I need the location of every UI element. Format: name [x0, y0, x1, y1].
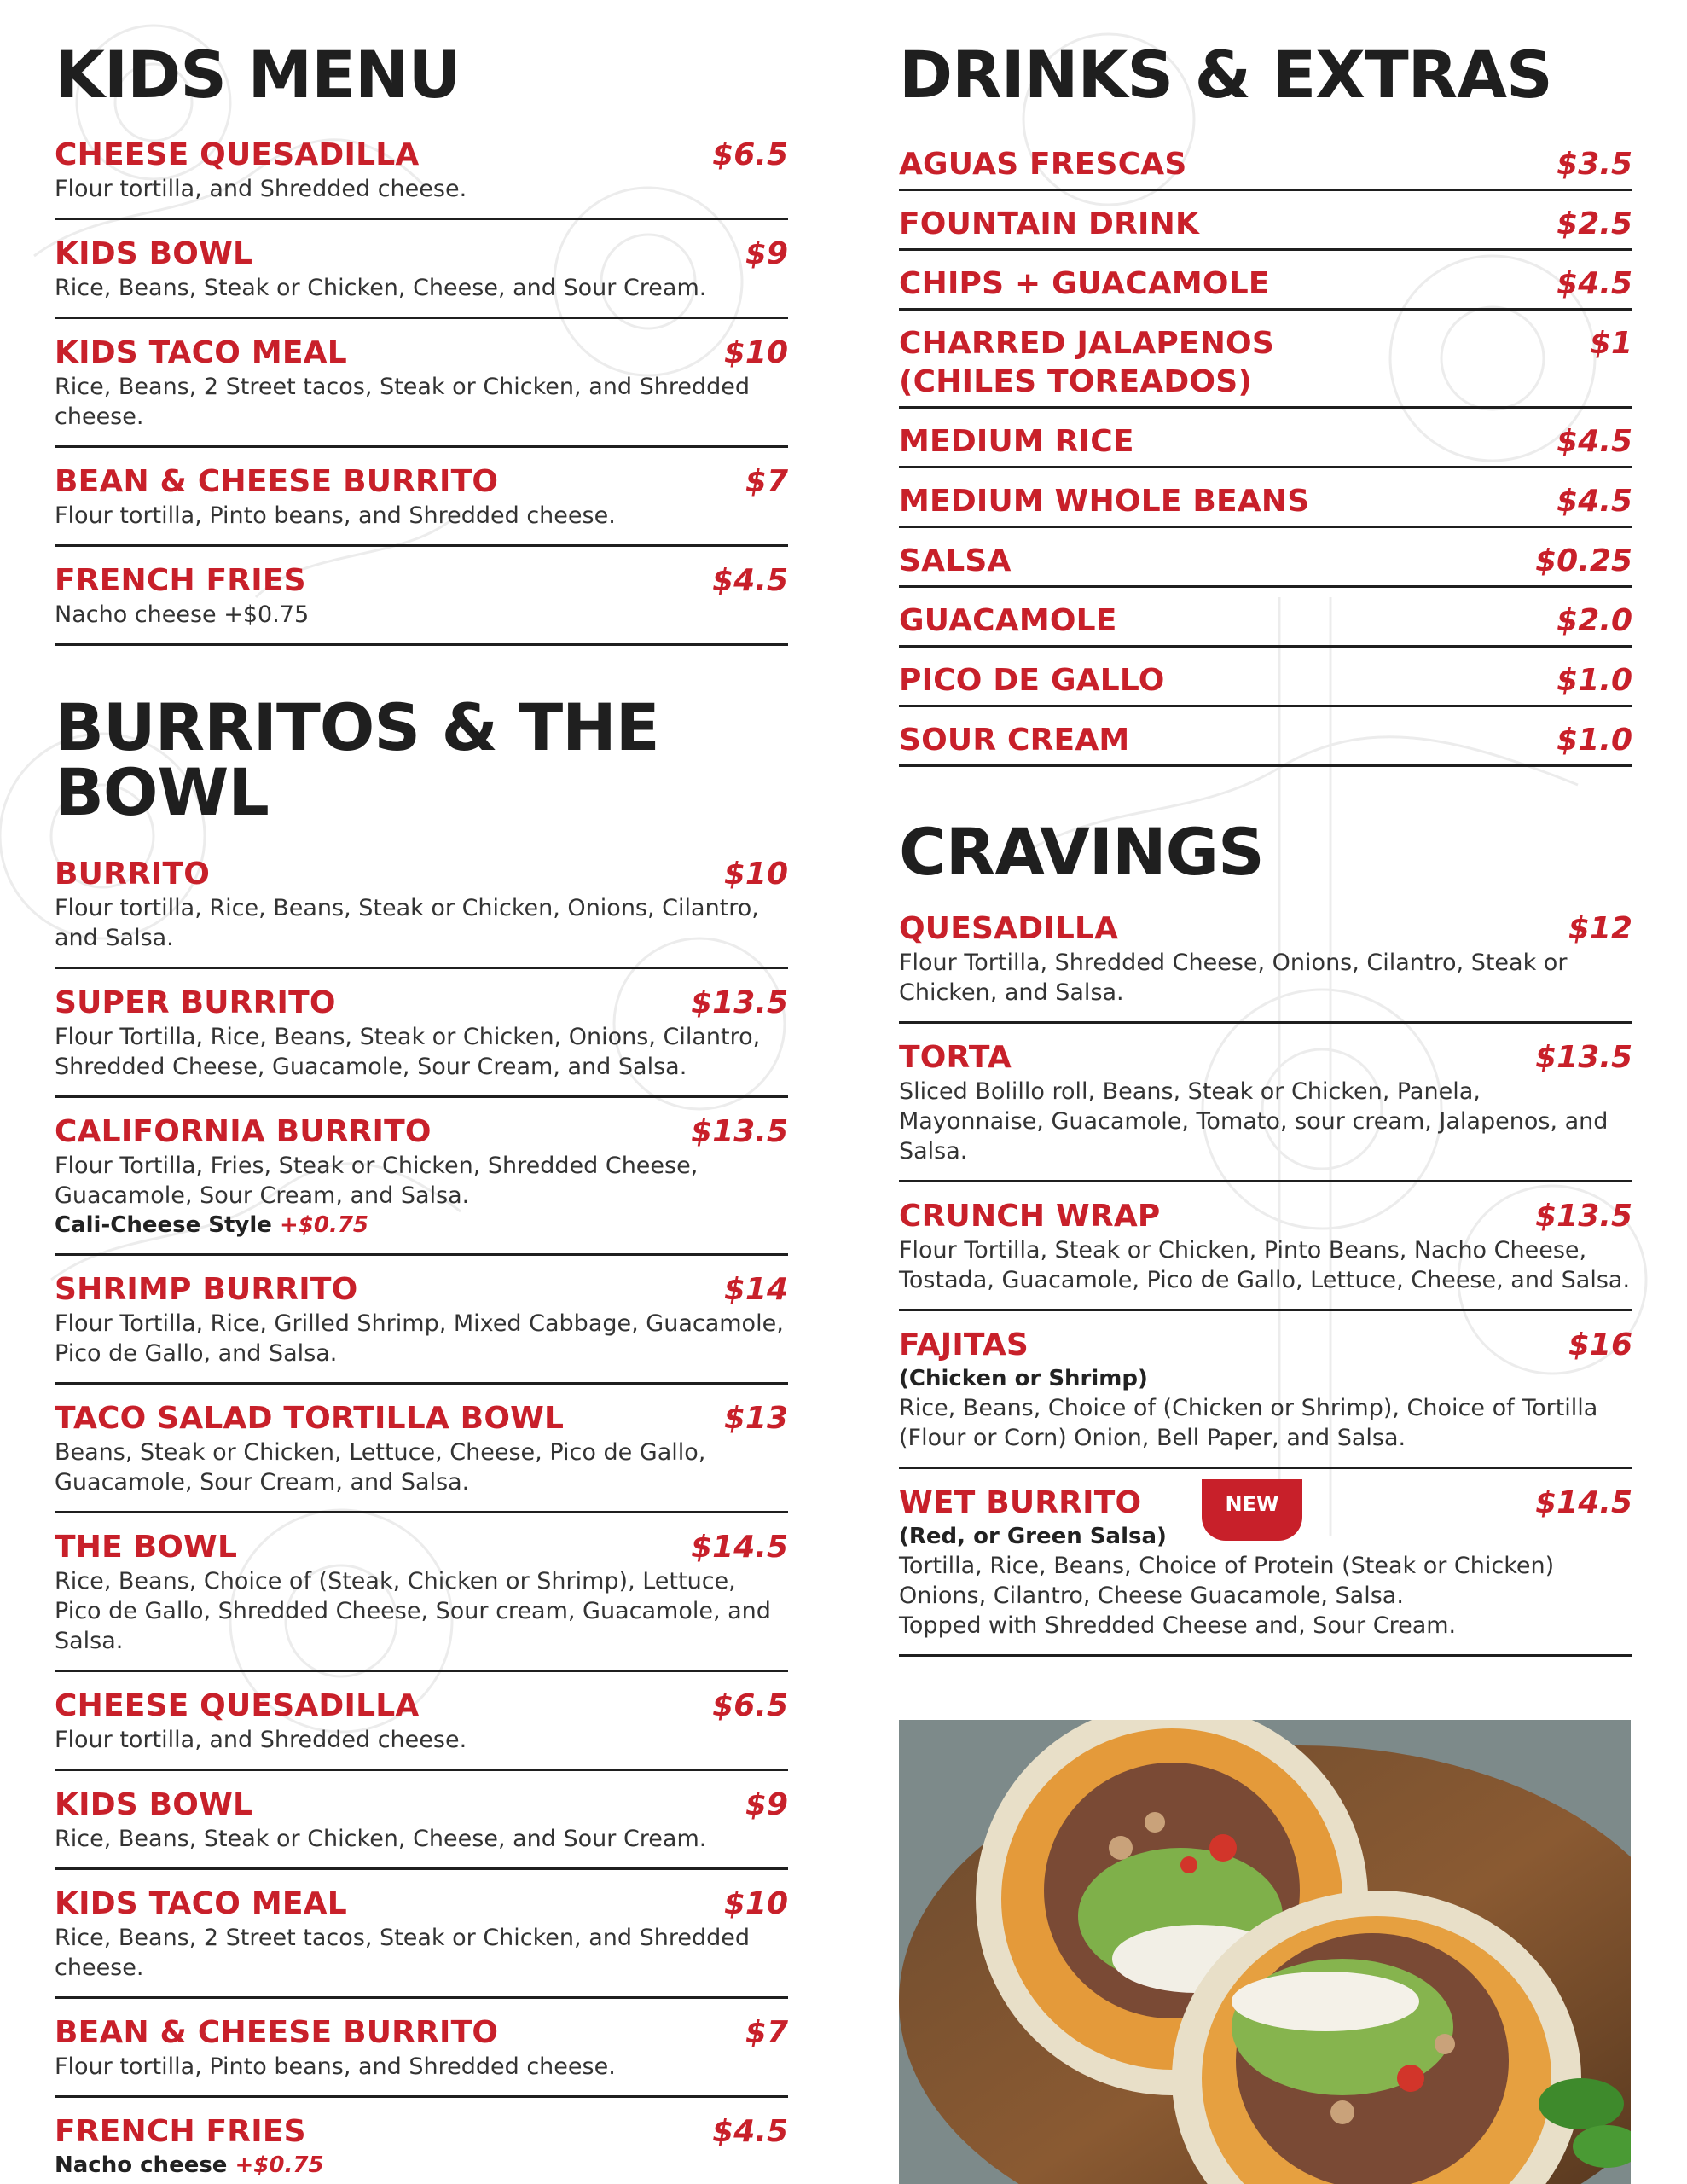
item-name: KIDS TACO MEAL — [55, 1886, 347, 1921]
item-price: $14.5 — [691, 1530, 788, 1565]
item-price: $9 — [745, 1787, 788, 1822]
item-price: $13.5 — [1535, 1040, 1632, 1075]
menu-item — [55, 1400, 788, 1513]
item-price: $1.0 — [1557, 723, 1632, 758]
menu-item — [55, 2014, 788, 2098]
item-description: Rice, Beans, 2 Street tacos, Steak or Chicken, and Shredded cheese. — [55, 374, 750, 430]
item-name: WET BURRITO — [899, 1485, 1142, 1520]
menu-item — [899, 1484, 1632, 1657]
item-upcharge — [55, 2151, 788, 2180]
item-description: Sliced Bolillo roll, Beans, Steak or Chicken, Panela, Mayonnaise, Guacamole, Tomato, sour cream, Jalapenos, and Salsa. — [899, 1078, 1609, 1165]
menu-item — [55, 136, 788, 220]
item-price: $1.0 — [1557, 663, 1632, 698]
item-name: CHIPS + GUACAMOLE — [899, 266, 1270, 301]
item-price: $16 — [1568, 1327, 1632, 1362]
item-name: QUESADILLA — [899, 911, 1119, 946]
item-description-line-2: Topped with Shredded Cheese and, Sour Cream. — [899, 1612, 1457, 1639]
item-description: Rice, Beans, Steak or Chicken, Cheese, and Sour Cream. — [55, 1826, 707, 1852]
item-description: Rice, Beans, Choice of (Chicken or Shrimp), Choice of Tortilla (Flour or Corn) Onion, Bell Paper, and Salsa. — [899, 1395, 1598, 1451]
item-name: SUPER BURRITO — [55, 985, 336, 1020]
item-price: $13.5 — [691, 1114, 788, 1149]
item-price: $4.5 — [1557, 484, 1632, 519]
menu-item — [55, 334, 788, 448]
upcharge-label: Cali-Cheese Style — [55, 1212, 272, 1238]
drinks-title: DRINKS & EXTRAS — [899, 37, 1552, 113]
item-price: $2.5 — [1557, 206, 1632, 241]
item-name: SOUR CREAM — [899, 723, 1130, 758]
upcharge-label: Nacho cheese — [55, 2152, 228, 2178]
item-description: Rice, Beans, Choice of (Steak, Chicken or Shrimp), Lettuce, Pico de Gallo, Shredded Cheese, Sour cream, Guacamole, and Salsa. — [55, 1568, 771, 1654]
item-name: AGUAS FRESCAS — [899, 147, 1187, 182]
item-price: $10 — [723, 335, 788, 370]
item-description: Flour Tortilla, Shredded Cheese, Onions, Cilantro, Steak or Chicken, and Salsa. — [899, 950, 1568, 1006]
item-price: $6.5 — [712, 1688, 788, 1723]
item-description: Rice, Beans, 2 Street tacos, Steak or Chicken, and Shredded cheese. — [55, 1925, 750, 1981]
item-name: KIDS BOWL — [55, 1787, 253, 1822]
menu-item — [899, 910, 1632, 1024]
menu-item — [55, 1786, 788, 1870]
item-description: Flour tortilla, Pinto beans, and Shredded cheese. — [55, 502, 616, 529]
item-price: $3.5 — [1557, 147, 1632, 182]
item-name: MEDIUM WHOLE BEANS — [899, 484, 1310, 519]
item-name: BEAN & CHEESE BURRITO — [55, 2015, 499, 2050]
item-price: $14 — [723, 1272, 788, 1307]
item-name: BEAN & CHEESE BURRITO — [55, 464, 499, 499]
menu-item — [899, 1327, 1632, 1469]
item-name: MEDIUM RICE — [899, 424, 1134, 459]
menu-item — [55, 1529, 788, 1672]
item-price: $13.5 — [691, 985, 788, 1020]
menu-item — [899, 717, 1632, 767]
item-name: TACO SALAD TORTILLA BOWL — [55, 1401, 565, 1436]
menu-item — [899, 321, 1632, 409]
item-name: SALSA — [899, 543, 1012, 578]
left-column — [55, 37, 788, 2184]
item-price: $0.25 — [1535, 543, 1632, 578]
item-description: Flour Tortilla, Fries, Steak or Chicken, Shredded Cheese, Guacamole, Sour Cream, and Salsa. — [55, 1153, 699, 1209]
item-description: Beans, Steak or Chicken, Lettuce, Cheese, Pico de Gallo, Guacamole, Sour Cream, and Salsa. — [55, 1439, 706, 1496]
item-price: $6.5 — [712, 137, 788, 172]
menu-item — [55, 2113, 788, 2184]
kids-menu-title: KIDS MENU — [55, 37, 461, 113]
new-badge: NEW — [1202, 1479, 1302, 1541]
item-price: $2.0 — [1557, 603, 1632, 638]
item-name-line-2: (CHILES TOREADOS) — [899, 364, 1252, 399]
item-description: Flour Tortilla, Rice, Beans, Steak or Chicken, Onions, Cilantro, Shredded Cheese, Guacamole, Sour Cream, and Salsa. — [55, 1024, 761, 1080]
item-price: $4.5 — [1557, 266, 1632, 301]
item-name: BURRITO — [55, 857, 211, 892]
item-name: CALIFORNIA BURRITO — [55, 1114, 432, 1149]
menu-item — [55, 1687, 788, 1771]
menu-item — [899, 598, 1632, 648]
item-name: CRUNCH WRAP — [899, 1199, 1161, 1234]
item-price: $9 — [745, 236, 788, 271]
menu-item — [899, 1198, 1632, 1311]
item-option: (Red, or Green Salsa) — [899, 1524, 1167, 1549]
upcharge-price: +$0.75 — [235, 2152, 324, 2178]
item-description: Flour tortilla, Rice, Beans, Steak or Chicken, Onions, Cilantro, and Salsa. — [55, 895, 759, 951]
menu-item — [899, 201, 1632, 251]
item-price: $4.5 — [1557, 424, 1632, 459]
item-name: KIDS TACO MEAL — [55, 335, 347, 370]
item-name: CHARRED JALAPENOS — [899, 326, 1274, 361]
menu-item — [55, 856, 788, 969]
right-column — [899, 37, 1632, 2184]
item-description: Flour tortilla, and Shredded cheese. — [55, 1727, 467, 1753]
menu-item — [899, 1039, 1632, 1182]
item-price: $10 — [723, 857, 788, 892]
menu-item — [55, 1271, 788, 1385]
item-name: TORTA — [899, 1040, 1012, 1075]
item-price: $4.5 — [712, 2114, 788, 2149]
item-description: Rice, Beans, Steak or Chicken, Cheese, and Sour Cream. — [55, 275, 707, 301]
item-description: Flour tortilla, and Shredded cheese. — [55, 176, 467, 202]
item-price: $10 — [723, 1886, 788, 1921]
item-description: Flour Tortilla, Rice, Grilled Shrimp, Mixed Cabbage, Guacamole, Pico de Gallo, and Salsa. — [55, 1310, 784, 1367]
burrito-photo — [899, 1720, 1631, 2184]
menu-item — [899, 142, 1632, 191]
item-name: THE BOWL — [55, 1530, 238, 1565]
item-name: GUACAMOLE — [899, 603, 1117, 638]
item-price: $14.5 — [1535, 1485, 1632, 1520]
item-upcharge — [55, 1211, 788, 1240]
menu-item — [55, 1113, 788, 1256]
menu-item — [899, 658, 1632, 707]
cravings-title: CRAVINGS — [899, 814, 1264, 890]
menu-item — [55, 1885, 788, 1999]
item-price: $7 — [745, 464, 788, 499]
item-price: $13.5 — [1535, 1199, 1632, 1234]
kids-menu-list — [55, 136, 788, 646]
item-name: FAJITAS — [899, 1327, 1029, 1362]
drinks-list — [899, 142, 1632, 767]
item-price: $13 — [723, 1401, 788, 1436]
item-description: Flour tortilla, Pinto beans, and Shredded cheese. — [55, 2053, 616, 2080]
item-price: $7 — [745, 2015, 788, 2050]
item-name: CHEESE QUESADILLA — [55, 1688, 420, 1723]
item-name: PICO DE GALLO — [899, 663, 1165, 698]
burritos-list — [55, 856, 788, 2184]
menu-item — [55, 985, 788, 1098]
item-name: FOUNTAIN DRINK — [899, 206, 1200, 241]
item-price: $4.5 — [712, 563, 788, 598]
menu-item — [899, 479, 1632, 528]
menu-item — [55, 235, 788, 319]
burritos-title: BURRITOS & THE BOWL — [55, 689, 659, 830]
menu-item — [899, 419, 1632, 468]
item-name: FRENCH FRIES — [55, 2114, 306, 2149]
menu-item — [899, 261, 1632, 311]
item-description: Flour Tortilla, Steak or Chicken, Pinto Beans, Nacho Cheese, Tostada, Guacamole, Pico de Gallo, Lettuce, Cheese, and Salsa. — [899, 1237, 1631, 1293]
item-name: KIDS BOWL — [55, 236, 253, 271]
menu-item — [55, 562, 788, 646]
item-option: (Chicken or Shrimp) — [899, 1366, 1148, 1391]
item-name: FRENCH FRIES — [55, 563, 306, 598]
item-name: CHEESE QUESADILLA — [55, 137, 420, 172]
menu-item — [55, 463, 788, 547]
menu-item — [899, 538, 1632, 588]
item-description: Tortilla, Rice, Beans, Choice of Protein (Steak or Chicken) Onions, Cilantro, Cheese Guacamole, Salsa. — [899, 1553, 1555, 1609]
upcharge-price: +$0.75 — [279, 1212, 369, 1238]
item-description: Nacho cheese +$0.75 — [55, 601, 310, 628]
item-price: $12 — [1568, 911, 1632, 946]
item-price: $1 — [1589, 326, 1632, 361]
item-name: SHRIMP BURRITO — [55, 1272, 358, 1307]
cravings-list — [899, 910, 1632, 1657]
